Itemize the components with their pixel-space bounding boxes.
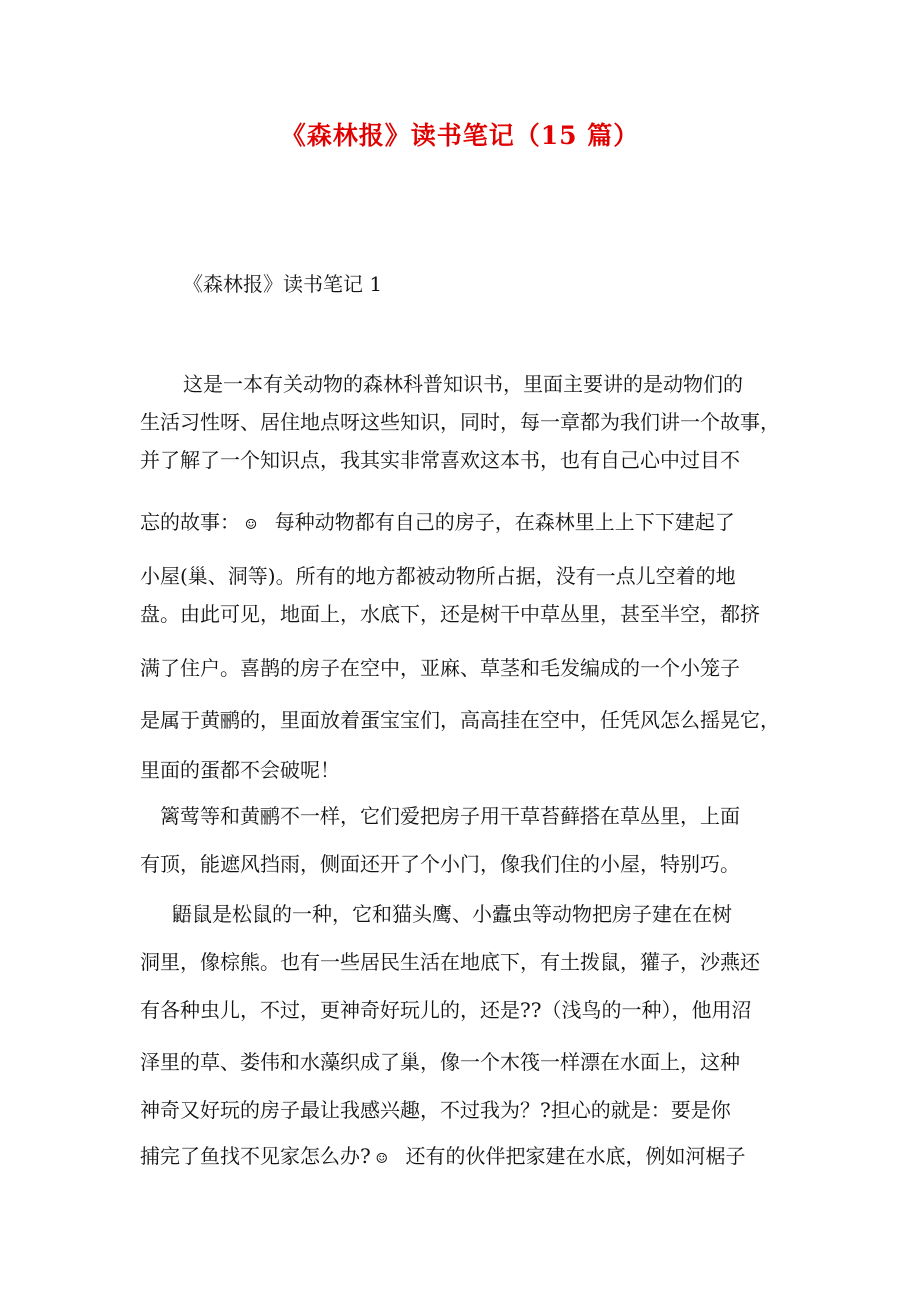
paragraph-line-with-mark (140, 506, 735, 535)
paragraph-line: 忘的故事： (140, 510, 240, 534)
paragraph-line: 篱莺等和黄鹂不一样，它们爱把房子用干草苔藓搭在草丛里，上面 (160, 804, 740, 828)
paragraph-line: 里面的蛋都不会破呢！ (140, 758, 340, 782)
paragraph-line: 还有的伙伴把家建在水底，例如河椐子 (405, 1144, 746, 1168)
paragraph-line: 满了住户。喜鹊的房子在空中，亚麻、草茎和毛发编成的一个小笼子 (140, 656, 740, 680)
paragraph-line: 这是一本有关动物的森林科普知识书，里面主要讲的是动物们的 (183, 372, 743, 396)
paragraph-line: 鼯鼠是松鼠的一种，它和猫头鹰、小蠹虫等动物把房子建在在树 (172, 902, 732, 926)
paragraph-line: 是属于黄鹂的，里面放着蛋宝宝们，高高挂在空中，任凭风怎么摇晃它， (140, 708, 780, 732)
paragraph-line: 捕完了鱼找不见家怎么办? (140, 1144, 371, 1168)
bullet-mark-icon: ☺ (375, 1151, 389, 1167)
paragraph-line: 盘。由此可见，地面上，水底下，还是树干中草丛里，甚至半空，都挤 (140, 602, 760, 626)
paragraph-line: 神奇又好玩的房子最让我感兴趣，不过我为？?担心的就是：要是你 (140, 1098, 731, 1122)
paragraph-line: 洞里，像棕熊。也有一些居民生活在地底下，有土拨鼠，獾子，沙燕还 (140, 950, 760, 974)
paragraph-line: 有顶，能遮风挡雨，侧面还开了个小门，像我们住的小屋，特别巧。 (140, 852, 740, 876)
paragraph-line-with-mark (140, 1140, 745, 1169)
paragraph-line: 有各种虫儿，不过，更神奇好玩儿的，还是??（浅鸟的一种），他用沼 (140, 998, 752, 1022)
document-title: 《森林报》读书笔记（15 篇） (280, 121, 640, 150)
paragraph-line: 生活习性呀、居住地点呀这些知识，同时，每一章都为我们讲一个故事， (140, 410, 780, 434)
paragraph-line: 小屋(巢、洞等)。所有的地方都被动物所占据，没有一点儿空着的地 (140, 564, 736, 588)
bullet-mark-icon: ☺ (244, 517, 258, 533)
paragraph-line: 并了解了一个知识点，我其实非常喜欢这本书，也有自己心中过目不 (140, 448, 740, 472)
section-title: 《森林报》读书笔记 1 (183, 272, 383, 296)
paragraph-line: 泽里的草、娄伟和水藻织成了巢，像一个木筏一样漂在水面上，这种 (140, 1050, 740, 1074)
paragraph-line: 每种动物都有自己的房子，在森林里上上下下建起了 (274, 510, 735, 534)
